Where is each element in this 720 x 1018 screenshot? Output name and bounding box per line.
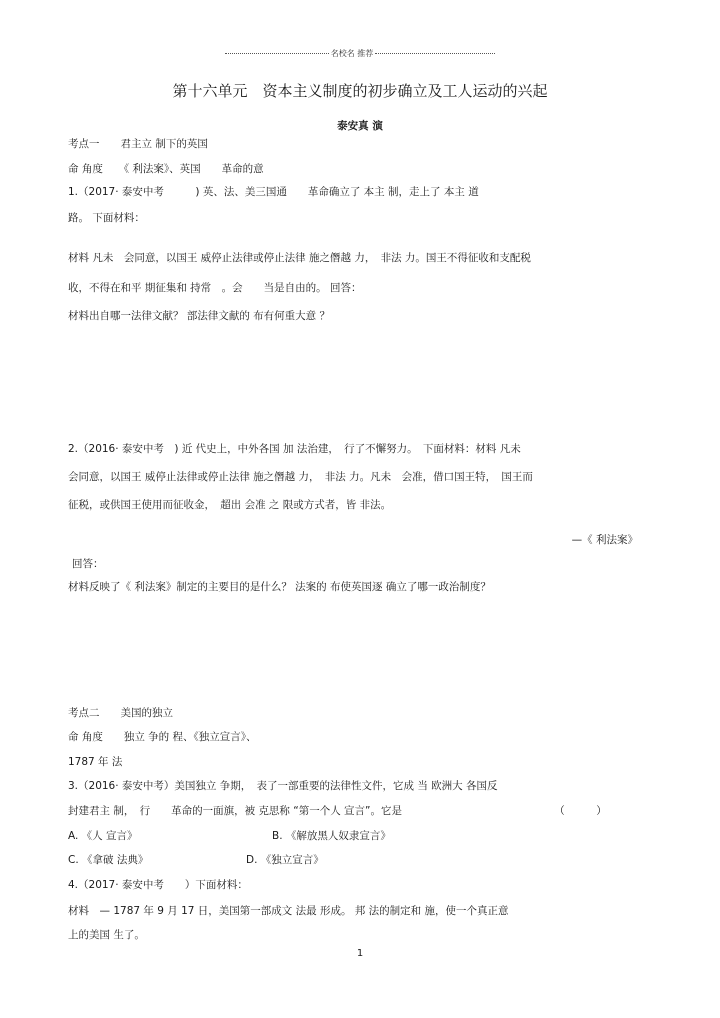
section-heading-1: 考点一 君主立 制下的英国 bbox=[68, 138, 208, 150]
option-a: A. 《人 宣言》 bbox=[68, 830, 138, 842]
question-2-line-1: 2.（2016· 泰安中考 ) 近 代史上，中外各国 加 法治建， 行了不懈努力。 下面材料：材料 凡未 bbox=[68, 443, 521, 455]
question-4-line-1: 4.（2017· 泰安中考 ）下面材料： bbox=[68, 879, 248, 891]
section-heading-2: 考点二 美国的独立 bbox=[68, 707, 173, 719]
question-4-line-2: 材料 — 1787 年 9 月 17 日，美国第一部成文 法最 形成。 邦 法的制定和 施，使一个真正意 bbox=[68, 905, 509, 917]
question-1-prompt: 材料出自哪一法律文献？ 部法律文献的 布有何重大意 ？ bbox=[68, 310, 331, 322]
material-1-line-2: 收，不得在和平 期征集和 持常 。会 当是自由的。 回答： bbox=[68, 282, 362, 294]
material-1-line-1: 材料 凡未 会同意，以国王 威停止法律或停止法律 施之僭越 力， 非法 力。国王不得征收和支配税 bbox=[68, 252, 531, 264]
option-c: C. 《拿破 法典》 bbox=[68, 854, 149, 866]
question-3-line-2: 封建君主 制， 行 革命的一面旗，被 克思称 “第一个人 宣言”。它是 （ ） bbox=[68, 805, 607, 817]
question-1-line-1: 1.（2017· 泰安中考 ) 英、法、美三国通 革命确立了 本主 制，走上了 本主 道 bbox=[68, 186, 479, 198]
question-2-prompt: 材料反映了《 利法案》制定的主要目的是什么？ 法案的 布使英国逐 确立了哪一政治制度？ bbox=[68, 581, 491, 593]
header-text: 名校名 推荐 bbox=[330, 49, 374, 58]
option-d: D. 《独立宣言》 bbox=[246, 854, 324, 866]
header-dots-right bbox=[375, 53, 495, 54]
exam-focus-1: 命 角度 《 利法案》、英国 革命的意 bbox=[68, 163, 264, 175]
question-2-answer-label: 回答： bbox=[72, 558, 104, 570]
question-4-line-3: 上的美国 生了。 bbox=[68, 929, 145, 941]
page-header bbox=[0, 48, 720, 59]
question-2-line-3: 征税，或供国王使用而征收金， 超出 会准 之 限或方式者，皆 非法。 bbox=[68, 499, 392, 511]
header-dots-left bbox=[225, 53, 329, 54]
question-1-line-2: 路。 下面材料： bbox=[68, 212, 145, 224]
question-2-line-2: 会同意，以国王 威停止法律或停止法律 施之僭越 力， 非法 力。凡未 会准，借口国王特， 国王而 bbox=[68, 471, 533, 483]
question-3-line-1: 3.（2016· 泰安中考）美国独立 争期， 表了一部重要的法律性文件，它成 当 欧洲大 各国反 bbox=[68, 780, 498, 792]
exam-focus-2-cont: 1787 年 法 bbox=[68, 756, 123, 768]
unit-title: 第十六单元 资本主义制度的初步确立及工人运动的兴起 bbox=[172, 82, 548, 100]
page-number: 1 bbox=[356, 948, 364, 959]
material-source: —《 利法案》 bbox=[571, 534, 638, 546]
unit-subtitle: 泰安真 演 bbox=[337, 120, 383, 132]
exam-focus-2: 命 角度 独立 争的 程、《独立宣言》、 bbox=[68, 731, 257, 743]
option-b: B. 《解放黑人奴隶宣言》 bbox=[272, 830, 391, 842]
